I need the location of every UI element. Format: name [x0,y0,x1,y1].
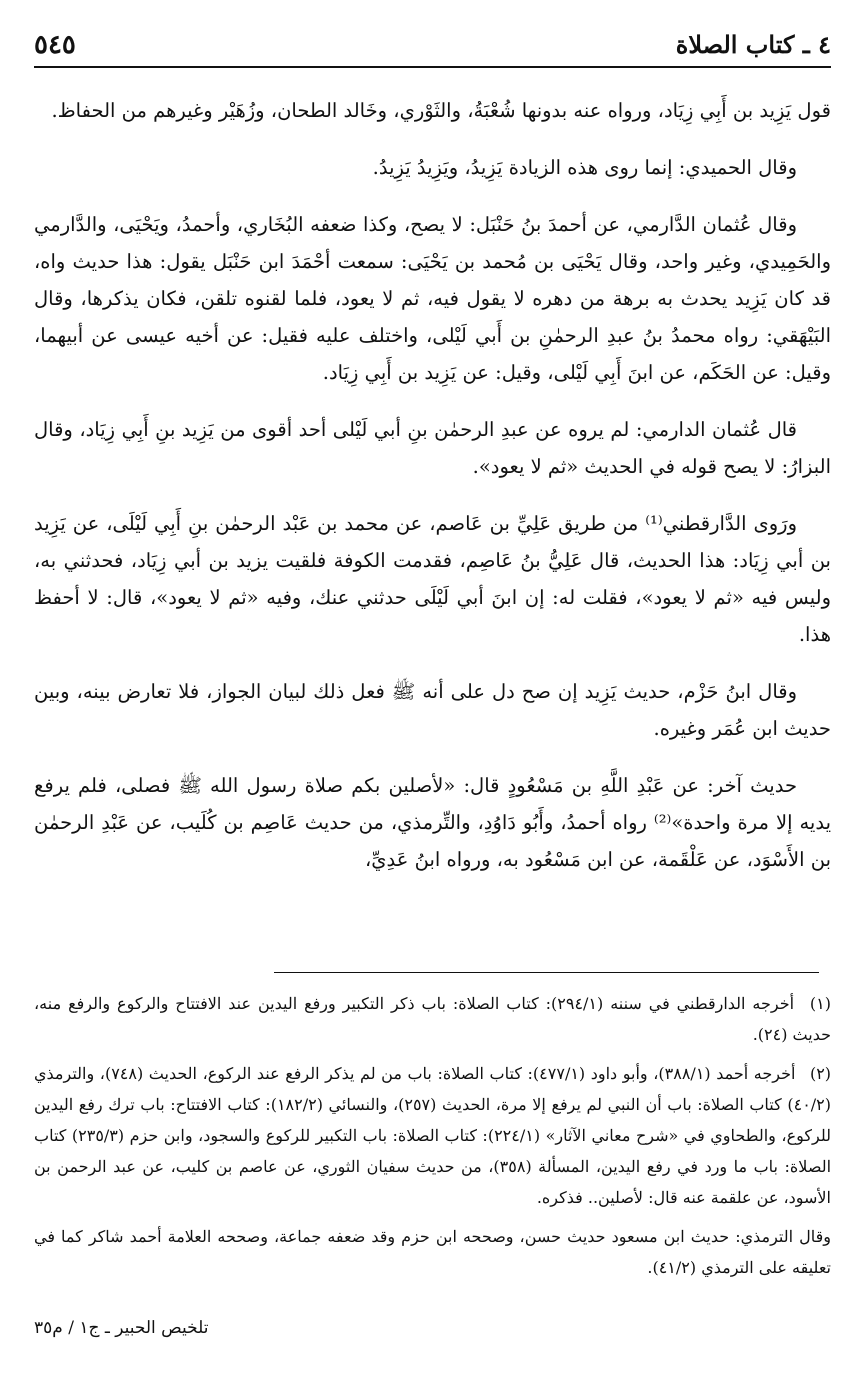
footnote-number: (٢) [809,1064,832,1083]
paragraph: ورَوى الدَّارقطني⁽¹⁾ من طريق عَلِيِّ بن عَاصم، عن محمد بن عَبْد الرحمٰن بنِ أَبِي لَيْلَى، عن يَزِيد بن أبي زِيَاد: هذا الحديث، قال عَلِيُّ بنُ عَاصِم، فقدمت الكوفة فلقيت يزيد بن أبي زِيَاد، فحدثني به، وليس فيه «ثم لا يعود»، فقلت له: إن ابنَ أبي لَيْلَى حدثني عنك، وفيه «ثم لا يعود»، قال: لا أحفظ هذا. [34,512,831,646]
footnote [34,1058,831,1213]
paragraph: وقال عُثمان الدَّارمي، عن أحمدَ بنُ حَنْبَل: لا يصح، وكذا ضعفه البُخَاري، وأحمدُ، ويَحْيَى، والدَّارمي والحَمِيدي، وغير واحد، وقال يَحْيَى بن مُحمد بن يَحْيَى: سمعت أحْمَدَ ابن حَنْبَل يقول: هذا حديث واه، قد كان يَزِيد يحدث به برهة من دهره لا يقول فيه، ثم لا يعود، فلما لقنوه تلقن، فكان يذكرها، وقال البَيْهَقي: رواه محمدُ بنُ عبدِ الرحمٰنِ بن أَبي لَيْلى، واختلف عليه فقيل: عن أخيه عيسى عن أبيهما، وقيل: عن الحَكَم، عن ابنَ أَبِي لَيْلى، وقيل: عن يَزِيد بن أَبِي زِيَاد. [34,213,831,384]
main-text [34,92,831,898]
page-header [34,18,831,68]
footnote-number: (١) [809,994,831,1013]
paragraph: قول يَزِيد بن أَبِي زِيَاد، ورواه عنه بدونها شُعْبَةُ، والثَوْري، وخَالد الطحان، وزُهَيْر وغيرهم من الحفاظ. [51,99,831,122]
paragraph: حديث آخر: عن عَبْدِ اللَّهِ بن مَسْعُودٍ قال: «لأصلين بكم صلاة رسول الله ﷺ فصلى، فلم يرفع يديه إلا مرة واحدة»⁽²⁾ رواه أحمدُ، وأَبُو دَاوُدِ، والتِّرمذي، من حديث عَاصِم بن كُلَيب، عن عَبْدِ الرحمٰن بن الأَسْوَد، عن عَلْقَمة، عن ابن مَسْعُود به، ورواه ابنُ عَدِيِّ، [34,774,831,871]
footnote-separator [274,972,819,973]
footnote-text: أخرجه أحمد (٣٨٨/١)، وأبو داود (٤٧٧/١): كتاب الصلاة: باب من لم يذكر الرفع عند الركوع، الحديث (٧٤٨)، والترمذي (٤٠/٢) كتاب الصلاة: باب أن النبي لم يرفع إلا مرة، الحديث (٢٥٧)، والنسائي (١٨٢/٢): كتاب الافتتاح: باب ترك رفع اليدين للركوع، والطحاوي في «شرح معاني الآثار» (٢٢٤/١): كتاب الصلاة: باب التكبير للركوع والسجود، وابن حزم (٢٣٥/٣) كتاب الصلاة: باب ما ورد في رفع اليدين، المسألة (٣٥٨)، من حديث سفيان الثوري، عن عاصم بن كليب، عن عبد الرحمن بن الأسود، عن علقمة عنه قال: لأصلين.. فذكره. [34,1064,832,1207]
footnote-continuation [34,1221,831,1283]
footnote-text: أخرجه الدارقطني في سننه (٢٩٤/١): كتاب الصلاة: باب ذكر التكبير ورفع اليدين عند الافتتاح والركوع والرفع منه، حديث (٢٤). [34,994,831,1044]
paragraph: قال عُثمان الدارمي: لم يروه عن عبدِ الرحمٰن بنِ أبي لَيْلى أحد أقوى من يَزِيد بنِ أَبِي زِيَاد، وقال البزارُ: لا يصح قوله في الحديث «ثم لا يعود». [34,418,831,478]
paragraph: وقال ابنُ حَزْم، حديث يَزِيد إن صح دل على أنه ﷺ فعل ذلك لبيان الجواز، فلا تعارض بينه، وبين حديث ابن عُمَر وغيره. [34,680,831,740]
chapter-title: ٤ ـ كتاب الصلاة [675,30,831,59]
footnote [34,988,831,1050]
page-footer-signature: تلخيص الحبير ـ ج١ / م٣٥ [34,1318,209,1338]
paragraph: وقال الحميدي: إنما روى هذه الزيادة يَزِيدُ، ويَزِيدُ يَزِيدُ. [372,156,797,179]
page-number: ٥٤٥ [34,30,76,60]
footnotes [34,988,831,1291]
footnote-text: وقال الترمذي: حديث ابن مسعود حديث حسن، وصححه ابن حزم وقد ضعفه جماعة، وصححه العلامة أحمد شاكر كما في تعليقه على الترمذي (٤١/٢). [34,1227,831,1277]
header-rule [34,66,831,68]
